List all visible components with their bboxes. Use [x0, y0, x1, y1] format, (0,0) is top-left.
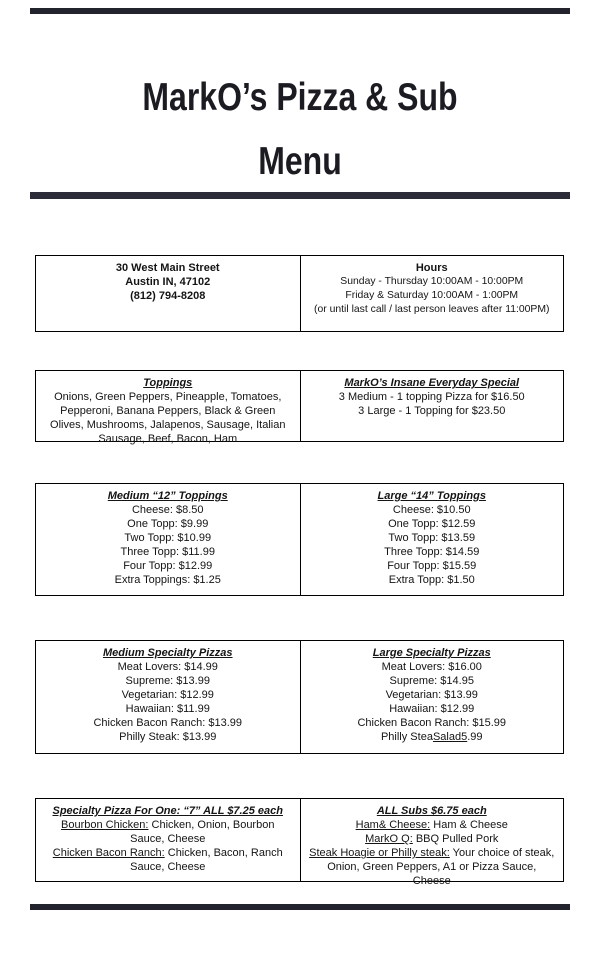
menu-line: Three Topp: $14.59 [384, 546, 480, 558]
menu-line: Two Topp: $13.59 [388, 532, 476, 544]
underlined-label: Salad5 [432, 731, 468, 743]
menu-line: Vegetarian: $13.99 [385, 689, 478, 701]
contact-hours-box [35, 255, 564, 332]
menu-line: Four Topp: $15.59 [387, 560, 477, 572]
medium-specialty-cell [36, 641, 300, 753]
menu-line: Philly SteaSalad5.99 [380, 731, 483, 743]
menu-line: Supreme: $14.95 [389, 675, 474, 687]
large-toppings-cell [300, 484, 564, 595]
menu-line: (812) 794-8208 [130, 290, 206, 302]
pizza-for-one-heading: Specialty Pizza For One: “7” ALL $7.25 each [52, 805, 283, 817]
menu-line: One Topp: $12.59 [388, 518, 476, 530]
menu-line: Extra Toppings: $1.25 [114, 574, 221, 586]
large-specialty-heading: Large Specialty Pizzas [372, 647, 491, 659]
medium-toppings-lines [43, 503, 293, 587]
menu-line: Philly Steak: $13.99 [119, 731, 217, 743]
menu-line: Four Topp: $12.99 [123, 560, 213, 572]
menu-line: Cheese: $10.50 [392, 504, 471, 516]
menu-line: 30 West Main Street [115, 262, 220, 274]
menu-line: Austin IN, 47102 [125, 276, 211, 288]
toppings-lines [43, 390, 293, 446]
toppings-cell [36, 371, 300, 445]
menu-line: Chicken Bacon Ranch: Chicken, Bacon, Ranch Sauce, Cheese [52, 847, 283, 873]
underlined-label: Steak Hoagie or Philly steak: [309, 847, 450, 859]
medium-specialty-heading: Medium Specialty Pizzas [102, 647, 233, 659]
pizza-for-one-cell [36, 799, 300, 881]
hours-cell [300, 256, 564, 331]
menu-line: Extra Topp: $1.50 [388, 574, 475, 586]
menu-line: Bourbon Chicken: Chicken, Onion, Bourbon Sauce, Cheese [61, 819, 275, 845]
subs-heading: ALL Subs $6.75 each [376, 805, 487, 817]
large-toppings-lines [308, 503, 557, 587]
menu-line: Vegetarian: $12.99 [121, 689, 214, 701]
everyday-special-cell [300, 371, 564, 441]
everyday-special-lines [308, 390, 557, 418]
menu-line: Chicken Bacon Ranch: $13.99 [93, 717, 243, 729]
medium-toppings-heading: Medium “12” Toppings [107, 490, 228, 502]
menu-line: Cheese: $8.50 [131, 504, 204, 516]
title-line-1: MarkO’s Pizza & Sub [142, 76, 458, 119]
title-rule [30, 192, 570, 199]
hours-heading: Hours [415, 262, 448, 274]
medium-specialty-lines [43, 660, 293, 744]
menu-line: 3 Large - 1 Topping for $23.50 [358, 405, 506, 417]
menu-line: Hawaiian: $11.99 [125, 703, 210, 715]
large-toppings-heading: Large “14” Toppings [377, 490, 486, 502]
underlined-label: Bourbon Chicken: [61, 819, 149, 831]
menu-line: Meat Lovers: $14.99 [117, 661, 218, 673]
page-title [0, 66, 600, 194]
bottom-divider-bar [30, 904, 570, 910]
pizza-for-one-lines [43, 818, 293, 874]
size-toppings-box [35, 483, 564, 596]
subs-cell [300, 799, 564, 887]
underlined-label: Ham& Cheese: [355, 819, 431, 831]
subs-lines [308, 818, 557, 888]
large-specialty-cell [300, 641, 564, 753]
underlined-label: Chicken Bacon Ranch: [52, 847, 165, 859]
menu-line: Friday & Saturday 10:00AM - 1:00PM [345, 290, 519, 301]
specialty-pizzas-box [35, 640, 564, 754]
hours-lines [308, 275, 557, 317]
underlined-label: MarkO Q: [365, 833, 413, 845]
everyday-special-heading: MarkO’s Insane Everyday Special [344, 377, 520, 389]
menu-line: (or until last call / last person leaves after 11:00PM) [314, 304, 550, 315]
menu-line: Supreme: $13.99 [125, 675, 210, 687]
menu-line: Three Topp: $11.99 [120, 546, 215, 558]
top-divider-bar [30, 8, 570, 14]
menu-line: 3 Medium - 1 topping Pizza for $16.50 [338, 391, 525, 403]
menu-line: Chicken Bacon Ranch: $15.99 [357, 717, 507, 729]
title-line-2: Menu [258, 140, 342, 183]
large-specialty-lines [308, 660, 557, 744]
menu-line: MarkO Q: BBQ Pulled Pork [365, 833, 499, 845]
menu-line: One Topp: $9.99 [127, 518, 209, 530]
contact-cell [36, 256, 300, 331]
toppings-heading: Toppings [143, 377, 193, 389]
menu-line: Ham& Cheese: Ham & Cheese [355, 819, 508, 831]
menu-line: Sunday - Thursday 10:00AM - 10:00PM [340, 276, 524, 287]
pizza-for-one-subs-box [35, 798, 564, 887]
menu-line: Two Topp: $10.99 [124, 532, 212, 544]
menu-line: Meat Lovers: $16.00 [381, 661, 482, 673]
menu-line: Onions, Green Peppers, Pineapple, Tomatoes, Pepperoni, Banana Peppers, Black & Green Olives, Mushrooms, Jalapenos, Sausage, Italian Sausage, Beef, Bacon, Ham [50, 391, 286, 445]
toppings-special-box [35, 370, 564, 445]
medium-toppings-cell [36, 484, 300, 595]
menu-line: Hawaiian: $12.99 [389, 703, 475, 715]
menu-line: Steak Hoagie or Philly steak: Your choice of steak, Onion, Green Peppers, A1 or Pizza Sauce, Cheese [309, 847, 555, 887]
